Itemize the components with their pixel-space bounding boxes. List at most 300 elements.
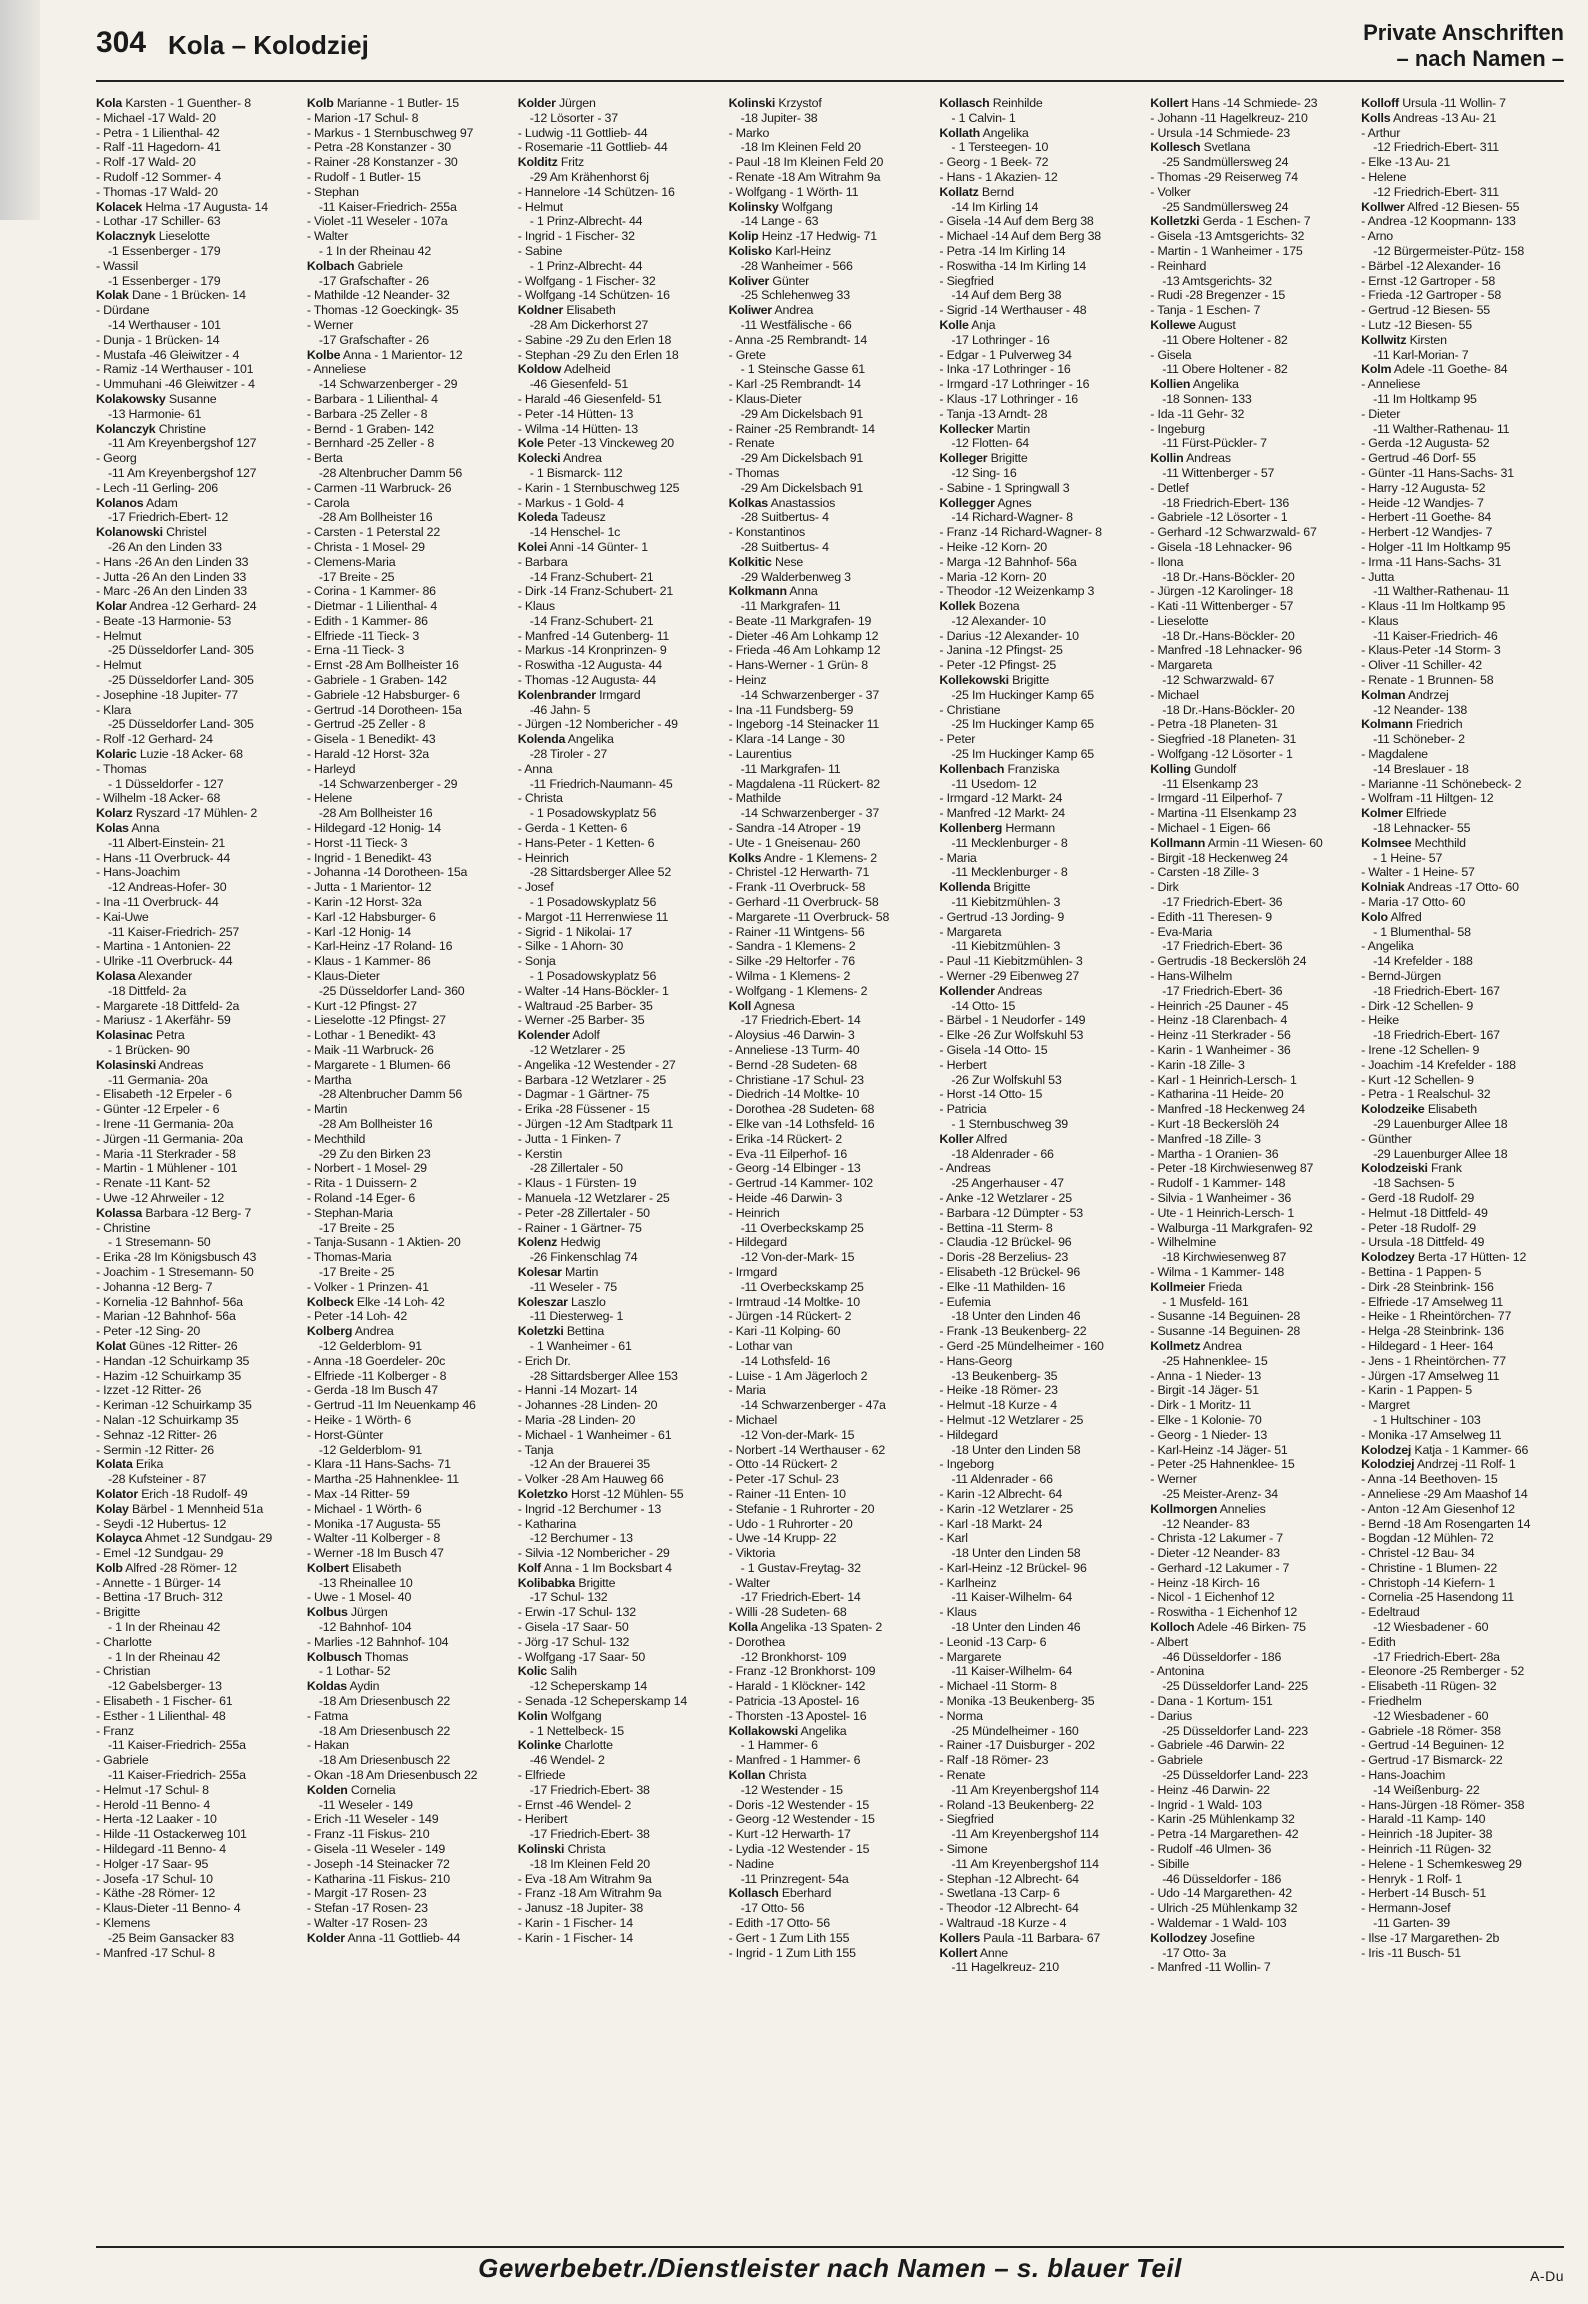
entry-text: - Beate -11 Markgrafen- 19 bbox=[728, 613, 872, 628]
entry-text: - Hans-Joachim bbox=[1361, 1768, 1446, 1783]
listing-entry bbox=[307, 1531, 510, 1546]
entry-text: - Christa - 1 Mosel- 29 bbox=[306, 539, 425, 554]
listing-entry bbox=[729, 362, 932, 377]
entry-text: - Fatma bbox=[306, 1708, 349, 1723]
listing-entry bbox=[1361, 1857, 1564, 1872]
listing-entry bbox=[729, 1694, 932, 1709]
listing-entry bbox=[1150, 570, 1353, 585]
listing-entry bbox=[96, 1931, 299, 1946]
entry-text: - Martha - 1 Oranien- 36 bbox=[1150, 1146, 1279, 1161]
listing-entry bbox=[307, 1753, 510, 1768]
listing-entry bbox=[96, 865, 299, 880]
listing-entry bbox=[1150, 1960, 1353, 1975]
entry-text: - 1 Bismarck- 112 bbox=[529, 465, 623, 480]
entry-text: - Lech -11 Gerling- 206 bbox=[96, 480, 218, 495]
entry-text: - Jutta - 1 Marientor- 12 bbox=[306, 880, 432, 895]
listing-entry bbox=[939, 777, 1142, 792]
listing-entry bbox=[1361, 1265, 1564, 1280]
entry-text: - Monika -17 Amselweg 11 bbox=[1361, 1427, 1502, 1442]
listing-entry bbox=[939, 1443, 1142, 1458]
entry-text: - Margit -17 Rosen- 23 bbox=[306, 1886, 427, 1901]
entry-text: - Erich Dr. bbox=[517, 1353, 571, 1368]
entry-text: - Georg bbox=[96, 451, 137, 466]
listing-entry bbox=[729, 1635, 932, 1650]
listing-column bbox=[1150, 96, 1353, 2236]
listing-entry bbox=[939, 1546, 1142, 1561]
entry-text: - Markus - 1 Sternbuschweg 97 bbox=[306, 125, 474, 140]
listing-entry bbox=[518, 895, 721, 910]
listing-entry bbox=[1150, 703, 1353, 718]
listing-entry bbox=[1361, 466, 1564, 481]
listing-entry-surname bbox=[96, 599, 299, 614]
listing-entry-surname bbox=[96, 1487, 299, 1502]
listing-entry bbox=[729, 1812, 932, 1827]
entry-text: - Gerd -25 Mündelheimer - 160 bbox=[939, 1338, 1104, 1353]
listing-entry bbox=[96, 1117, 299, 1132]
surname: Kollmann bbox=[1150, 835, 1206, 850]
listing-entry bbox=[307, 1102, 510, 1117]
entry-text: - Karin -18 Zille- 3 bbox=[1150, 1057, 1245, 1072]
entry-text: Salih bbox=[550, 1664, 577, 1679]
entry-text: Marianne - 1 Butler- 15 bbox=[336, 96, 459, 110]
listing-entry-surname bbox=[96, 96, 299, 111]
entry-text: - Ramiz -14 Werthauser - 101 bbox=[96, 362, 254, 377]
listing-entry-surname bbox=[307, 1650, 510, 1665]
entry-text: - Johanna -14 Dorotheen- 15a bbox=[306, 865, 468, 880]
listing-entry bbox=[939, 1383, 1142, 1398]
entry-text: -14 Henschel- 1c bbox=[529, 525, 621, 540]
entry-text: - 1 Gustav-Freytag- 32 bbox=[740, 1560, 861, 1575]
listing-entry bbox=[307, 658, 510, 673]
entry-text: - Renate - 1 Brunnen- 58 bbox=[1361, 673, 1494, 688]
entry-text: -18 Lehnacker- 55 bbox=[1373, 821, 1471, 836]
listing-entry bbox=[518, 1531, 721, 1546]
listing-entry bbox=[939, 1339, 1142, 1354]
listing-entry bbox=[1361, 584, 1564, 599]
entry-text: - Martina -11 Elsenkamp 23 bbox=[1150, 806, 1297, 821]
listing-entry bbox=[729, 1664, 932, 1679]
entry-text: -12 Scheperskamp 14 bbox=[529, 1679, 648, 1694]
listing-entry bbox=[729, 1176, 932, 1191]
listing-entry bbox=[939, 1176, 1142, 1191]
listing-entry bbox=[307, 895, 510, 910]
entry-text: Friedrich bbox=[1416, 717, 1463, 732]
entry-text: - Helga -28 Steinbrink- 136 bbox=[1361, 1324, 1504, 1339]
listing-entry bbox=[939, 140, 1142, 155]
entry-text: Adolf bbox=[572, 1028, 600, 1043]
listing-entry bbox=[518, 348, 721, 363]
entry-text: - Josephine -18 Jupiter- 77 bbox=[96, 687, 238, 702]
entry-text: - Ursula -14 Schmiede- 23 bbox=[1150, 125, 1290, 140]
listing-entry bbox=[307, 999, 510, 1014]
entry-text: -1 Essenberger - 179 bbox=[108, 243, 221, 258]
entry-text: - Siegfried bbox=[939, 273, 994, 288]
entry-text: - Christiane bbox=[939, 702, 1001, 717]
entry-text: - Johannes -28 Linden- 20 bbox=[517, 1398, 658, 1413]
listing-entry bbox=[729, 1650, 932, 1665]
listing-entry bbox=[729, 969, 932, 984]
listing-entry bbox=[729, 1857, 932, 1872]
listing-entry bbox=[729, 1783, 932, 1798]
listing-entry bbox=[939, 555, 1142, 570]
surname: Kolak bbox=[96, 288, 129, 303]
entry-text: - Maria bbox=[728, 1383, 766, 1398]
entry-text: -12 Wiesbadener - 60 bbox=[1373, 1708, 1489, 1723]
entry-text: - Lutz -12 Biesen- 55 bbox=[1361, 317, 1472, 332]
entry-text: -28 Sittardsberger Allee 52 bbox=[529, 865, 672, 880]
entry-text: - Sandra -14 Atroper - 19 bbox=[728, 821, 861, 836]
entry-text: - Marlies -12 Bahnhof- 104 bbox=[306, 1634, 449, 1649]
entry-text: - Renate bbox=[728, 436, 775, 451]
listing-entry bbox=[729, 466, 932, 481]
entry-text: - Waltraud -25 Barber- 35 bbox=[517, 998, 653, 1013]
entry-text: - Nadine bbox=[728, 1856, 774, 1871]
entry-text: -28 Kufsteiner - 87 bbox=[108, 1472, 207, 1487]
entry-text: - Gabriele bbox=[1150, 1753, 1203, 1768]
entry-text: - Bettina - 1 Pappen- 5 bbox=[1361, 1264, 1482, 1279]
listing-entry bbox=[939, 1398, 1142, 1413]
surname: Kolasinski bbox=[96, 1057, 156, 1072]
listing-entry bbox=[939, 1413, 1142, 1428]
listing-entry bbox=[307, 717, 510, 732]
entry-text: -17 Friedrich-Ebert- 14 bbox=[740, 1013, 861, 1028]
listing-entry bbox=[307, 1620, 510, 1635]
entry-text: - Edith bbox=[1361, 1634, 1396, 1649]
entry-text: - Michael -17 Wald- 20 bbox=[96, 110, 216, 125]
entry-text: Andre - 1 Klemens- 2 bbox=[763, 850, 877, 865]
entry-text: - Christiane -17 Schul- 23 bbox=[728, 1072, 864, 1087]
listing-entry bbox=[96, 1827, 299, 1842]
entry-text: Petra bbox=[156, 1028, 185, 1043]
entry-text: - Hildegard -12 Honig- 14 bbox=[306, 821, 441, 836]
entry-text: - Anna -14 Beethoven- 15 bbox=[1361, 1472, 1498, 1487]
entry-text: - Michael - 1 Wanheimer - 61 bbox=[517, 1427, 672, 1442]
surname: Koldow bbox=[517, 362, 562, 377]
entry-text: Andreas -17 Otto- 60 bbox=[1407, 880, 1519, 895]
listing-entry bbox=[1361, 1502, 1564, 1517]
listing-entry bbox=[518, 244, 721, 259]
listing-entry bbox=[518, 1472, 721, 1487]
listing-entry bbox=[939, 1531, 1142, 1546]
listing-entry bbox=[307, 1428, 510, 1443]
surname: Kolic bbox=[517, 1664, 547, 1679]
entry-text: - Annette - 1 Bürger- 14 bbox=[96, 1575, 221, 1590]
entry-text: -18 Friedrich-Ebert- 136 bbox=[1162, 495, 1290, 510]
entry-text: - Edgar - 1 Pulverweg 34 bbox=[939, 347, 1072, 362]
entry-text: - Hildegard bbox=[939, 1427, 998, 1442]
entry-text: - Jürgen -17 Amselweg 11 bbox=[1361, 1368, 1500, 1383]
entry-text: - Gert - 1 Zum Lith 155 bbox=[728, 1930, 850, 1945]
listing-entry bbox=[1150, 1073, 1353, 1088]
entry-text: - Bärbel -12 Alexander- 16 bbox=[1361, 258, 1501, 273]
entry-text: -12 Neander- 138 bbox=[1373, 702, 1468, 717]
listing-entry bbox=[518, 1339, 721, 1354]
entry-text: - Mathilde bbox=[728, 791, 781, 806]
entry-text: -11 Schöneber- 2 bbox=[1373, 732, 1465, 747]
listing-entry bbox=[307, 1383, 510, 1398]
entry-text: - Horst -14 Otto- 15 bbox=[939, 1087, 1043, 1102]
listing-entry bbox=[1361, 747, 1564, 762]
listing-entry bbox=[939, 348, 1142, 363]
listing-entry bbox=[96, 1354, 299, 1369]
entry-text: - 1 Prinz-Albrecht- 44 bbox=[529, 214, 643, 229]
entry-text: - Uwe - 1 Mosel- 40 bbox=[306, 1590, 412, 1605]
listing-entry bbox=[518, 288, 721, 303]
entry-text: - Elke -13 Au- 21 bbox=[1361, 155, 1451, 170]
listing-entry-surname bbox=[518, 362, 721, 377]
entry-text: - Jutta - 1 Finken- 7 bbox=[517, 1131, 621, 1146]
entry-text: - Leonid -13 Carp- 6 bbox=[939, 1634, 1047, 1649]
entry-text: - Walter -14 Hans-Böckler- 1 bbox=[517, 983, 669, 998]
listing-entry bbox=[729, 392, 932, 407]
listing-entry bbox=[939, 1738, 1142, 1753]
listing-entry bbox=[518, 673, 721, 688]
entry-text: - Rudolf -12 Sommer- 4 bbox=[96, 169, 222, 184]
listing-entry bbox=[939, 717, 1142, 732]
entry-text: -17 Friedrich-Ebert- 36 bbox=[1162, 895, 1283, 910]
listing-entry bbox=[307, 1161, 510, 1176]
listing-entry-surname bbox=[96, 1028, 299, 1043]
surname: Kollwitz bbox=[1361, 332, 1407, 347]
listing-entry bbox=[1361, 1635, 1564, 1650]
listing-entry bbox=[939, 259, 1142, 274]
entry-text: - Hans-Werner - 1 Grün- 8 bbox=[728, 658, 868, 673]
listing-entry bbox=[518, 274, 721, 289]
entry-text: - Ute - 1 Heinrich-Lersch- 1 bbox=[1150, 1205, 1295, 1220]
listing-entry bbox=[518, 1605, 721, 1620]
listing-entry bbox=[1150, 1679, 1353, 1694]
entry-text: - Edeltraud bbox=[1361, 1605, 1420, 1620]
listing-entry bbox=[96, 1250, 299, 1265]
entry-text: -29 Lauenburger Allee 18 bbox=[1373, 1146, 1508, 1161]
entry-text: - Walburga -11 Markgrafen- 92 bbox=[1150, 1220, 1313, 1235]
listing-entry bbox=[96, 999, 299, 1014]
entry-text: Andrea bbox=[1202, 1338, 1242, 1353]
listing-entry bbox=[729, 1309, 932, 1324]
entry-text: Martin bbox=[996, 421, 1030, 436]
entry-text: - Hanni -14 Mozart- 14 bbox=[517, 1383, 638, 1398]
entry-text: -18 Dr.-Hans-Böckler- 20 bbox=[1162, 628, 1295, 643]
entry-text: Cornelia bbox=[350, 1782, 396, 1797]
entry-text: - Katharina -11 Heide- 20 bbox=[1150, 1087, 1284, 1102]
listing-entry bbox=[307, 451, 510, 466]
entry-text: Aydin bbox=[349, 1679, 380, 1694]
listing-entry bbox=[729, 1443, 932, 1458]
listing-entry bbox=[518, 1117, 721, 1132]
entry-text: - Peter -12 Pfingst- 25 bbox=[939, 658, 1057, 673]
listing-entry bbox=[939, 791, 1142, 806]
listing-entry bbox=[939, 170, 1142, 185]
entry-text: -18 Am Driesenbusch 22 bbox=[318, 1694, 451, 1709]
entry-text: - Andreas bbox=[939, 1161, 991, 1176]
entry-text: - Hildegard - 1 Heer- 164 bbox=[1361, 1338, 1494, 1353]
surname: Kollakowski bbox=[728, 1723, 798, 1738]
entry-text: - Karl -25 Rembrandt- 14 bbox=[728, 377, 861, 392]
entry-text: - Helene bbox=[306, 791, 353, 806]
surname: Kolenda bbox=[517, 732, 566, 747]
entry-text: - Diedrich -14 Moltke- 10 bbox=[728, 1087, 860, 1102]
listing-entry bbox=[307, 1058, 510, 1073]
listing-entry-surname bbox=[1150, 1280, 1353, 1295]
entry-text: - Sonja bbox=[517, 954, 556, 969]
entry-text: - Heinz -18 Clarenbach- 4 bbox=[1150, 1013, 1288, 1028]
listing-entry bbox=[1150, 1117, 1353, 1132]
entry-text: - Angelika -12 Westender - 27 bbox=[517, 1057, 676, 1072]
entry-text: - Maria -28 Linden- 20 bbox=[517, 1412, 636, 1427]
listing-entry bbox=[1150, 1428, 1353, 1443]
listing-entry bbox=[96, 333, 299, 348]
entry-text: -17 Breite - 25 bbox=[318, 1264, 395, 1279]
listing-entry-surname bbox=[1361, 200, 1564, 215]
entry-text: - Peter -14 Hütten- 13 bbox=[517, 406, 634, 421]
listing-entry bbox=[729, 510, 932, 525]
listing-entry bbox=[1150, 954, 1353, 969]
listing-entry bbox=[939, 1827, 1142, 1842]
listing-entry bbox=[518, 229, 721, 244]
entry-text: -12 Westender - 15 bbox=[740, 1782, 843, 1797]
listing-entry-surname bbox=[1361, 910, 1564, 925]
entry-text: - Manfred -18 Heckenweg 24 bbox=[1150, 1102, 1305, 1117]
entry-text: - Peter -25 Hahnenklee- 15 bbox=[1150, 1457, 1295, 1472]
listing-entry bbox=[1150, 170, 1353, 185]
surname: Kolder bbox=[517, 96, 556, 110]
listing-entry-surname bbox=[307, 1679, 510, 1694]
listing-entry bbox=[1361, 1946, 1564, 1961]
listing-entry-surname bbox=[1150, 836, 1353, 851]
listing-entry bbox=[96, 244, 299, 259]
listing-entry bbox=[96, 1324, 299, 1339]
entry-text: - 1 In der Rheinau 42 bbox=[108, 1649, 221, 1664]
entry-text: Lieselotte bbox=[158, 229, 210, 244]
listing-entry bbox=[1150, 1531, 1353, 1546]
listing-entry-surname bbox=[1361, 1161, 1564, 1176]
entry-text: Elisabeth bbox=[1427, 1102, 1477, 1117]
entry-text: - Kurt -12 Herwarth- 17 bbox=[728, 1827, 851, 1842]
listing-entry bbox=[939, 1886, 1142, 1901]
entry-text: - Kai-Uwe bbox=[96, 909, 149, 924]
entry-text: - Thomas -29 Reiserweg 74 bbox=[1150, 169, 1298, 184]
entry-text: -28 Am Bollheister 16 bbox=[318, 510, 433, 525]
entry-text: -18 Dittfeld- 2a bbox=[108, 983, 187, 998]
listing-entry bbox=[939, 954, 1142, 969]
listing-entry-surname bbox=[96, 1058, 299, 1073]
listing-entry bbox=[729, 1590, 932, 1605]
entry-text: -12 Sing- 16 bbox=[951, 465, 1017, 480]
entry-text: Christa bbox=[567, 1842, 606, 1857]
listing-entry bbox=[729, 1561, 932, 1576]
entry-text: - Janina -12 Pfingst- 25 bbox=[939, 643, 1063, 658]
entry-text: Kirsten bbox=[1409, 332, 1447, 347]
listing-entry-surname bbox=[939, 984, 1142, 999]
entry-text: - Herbert bbox=[939, 1057, 987, 1072]
listing-entry bbox=[729, 1073, 932, 1088]
entry-text: - Karl-Heinz -17 Roland- 16 bbox=[306, 939, 453, 954]
listing-entry bbox=[729, 939, 932, 954]
listing-entry bbox=[307, 1206, 510, 1221]
entry-text: - Petra -18 Planeten- 31 bbox=[1150, 717, 1278, 732]
listing-entry bbox=[96, 1842, 299, 1857]
listing-entry bbox=[939, 910, 1142, 925]
listing-entry bbox=[1150, 496, 1353, 511]
listing-entry bbox=[939, 836, 1142, 851]
listing-entry bbox=[96, 1783, 299, 1798]
listing-entry bbox=[939, 1916, 1142, 1931]
entry-text: - Kurt -12 Pfingst- 27 bbox=[306, 998, 417, 1013]
surname: Kollenbach bbox=[939, 761, 1005, 776]
listing-entry bbox=[518, 1309, 721, 1324]
listing-column bbox=[96, 96, 299, 2236]
entry-text: - Karin - 1 Fischer- 14 bbox=[517, 1930, 633, 1945]
listing-entry-surname bbox=[307, 1931, 510, 1946]
listing-entry bbox=[1361, 703, 1564, 718]
listing-entry bbox=[307, 599, 510, 614]
listing-entry bbox=[1150, 1561, 1353, 1576]
listing-entry bbox=[96, 362, 299, 377]
listing-entry bbox=[729, 1798, 932, 1813]
entry-text: - 1 Calvin- 1 bbox=[951, 110, 1016, 125]
entry-text: - Tanja bbox=[517, 1442, 554, 1457]
listing-entry bbox=[939, 525, 1142, 540]
surname: Kolder bbox=[306, 1930, 345, 1945]
entry-text: - Hermann-Josef bbox=[1361, 1901, 1451, 1916]
entry-text: - Marko bbox=[728, 125, 770, 140]
entry-text: - Gisela -14 Otto- 15 bbox=[939, 1043, 1048, 1057]
listing-entry bbox=[729, 1901, 932, 1916]
listing-entry bbox=[96, 1517, 299, 1532]
listing-entry bbox=[729, 1369, 932, 1384]
entry-text: - Claudia -12 Brückel- 96 bbox=[939, 1235, 1072, 1250]
entry-text: Erika bbox=[135, 1457, 164, 1472]
surname: Kolip bbox=[728, 229, 759, 244]
surname: Kolbeck bbox=[306, 1294, 354, 1309]
entry-text: - Izzet -12 Ritter- 26 bbox=[96, 1383, 202, 1398]
listing-entry-surname bbox=[518, 1235, 721, 1250]
entry-text: - Lothar -17 Schiller- 63 bbox=[96, 214, 221, 229]
listing-entry bbox=[1150, 1798, 1353, 1813]
entry-text: - Gerd -18 Rudolf- 29 bbox=[1361, 1190, 1475, 1205]
entry-text: - Johann -11 Hagelkreuz- 210 bbox=[1150, 110, 1308, 125]
entry-text: -11 Walther-Rathenau- 11 bbox=[1373, 584, 1510, 599]
entry-text: - Brigitte bbox=[96, 1605, 141, 1620]
surname: Kollenberg bbox=[939, 821, 1003, 836]
listing-entry-surname bbox=[729, 496, 932, 511]
listing-entry bbox=[96, 1620, 299, 1635]
listing-entry bbox=[307, 777, 510, 792]
listing-entry bbox=[1150, 185, 1353, 200]
listing-entry-surname bbox=[1150, 377, 1353, 392]
listing-entry bbox=[518, 1413, 721, 1428]
listing-entry-surname bbox=[939, 451, 1142, 466]
entry-text: - Thomas -17 Wald- 20 bbox=[96, 184, 218, 199]
listing-entry-surname bbox=[518, 510, 721, 525]
entry-text: -46 Düsseldorfer - 186 bbox=[1162, 1871, 1282, 1886]
entry-text: -11 Kaiser-Wilhelm- 64 bbox=[951, 1590, 1073, 1605]
listing-entry bbox=[518, 1812, 721, 1827]
surname: Kolden bbox=[306, 1782, 348, 1797]
entry-text: - Dorothea bbox=[728, 1634, 786, 1649]
listing-entry bbox=[518, 643, 721, 658]
listing-entry bbox=[96, 1309, 299, 1324]
entry-text: - Rainer -11 Wintgens- 56 bbox=[728, 924, 865, 939]
entry-text: - Dirk -12 Schellen- 9 bbox=[1361, 998, 1474, 1013]
listing-entry bbox=[939, 1664, 1142, 1679]
listing-entry bbox=[1150, 422, 1353, 437]
entry-text: - Karin -25 Mühlenkamp 32 bbox=[1150, 1812, 1295, 1827]
entry-text: - Nicol - 1 Eichenhof 12 bbox=[1150, 1590, 1275, 1605]
entry-text: - 1 Stresemann- 50 bbox=[108, 1235, 211, 1250]
entry-text: - Ralf -11 Hagedorn- 41 bbox=[96, 140, 221, 155]
listing-entry bbox=[1361, 510, 1564, 525]
